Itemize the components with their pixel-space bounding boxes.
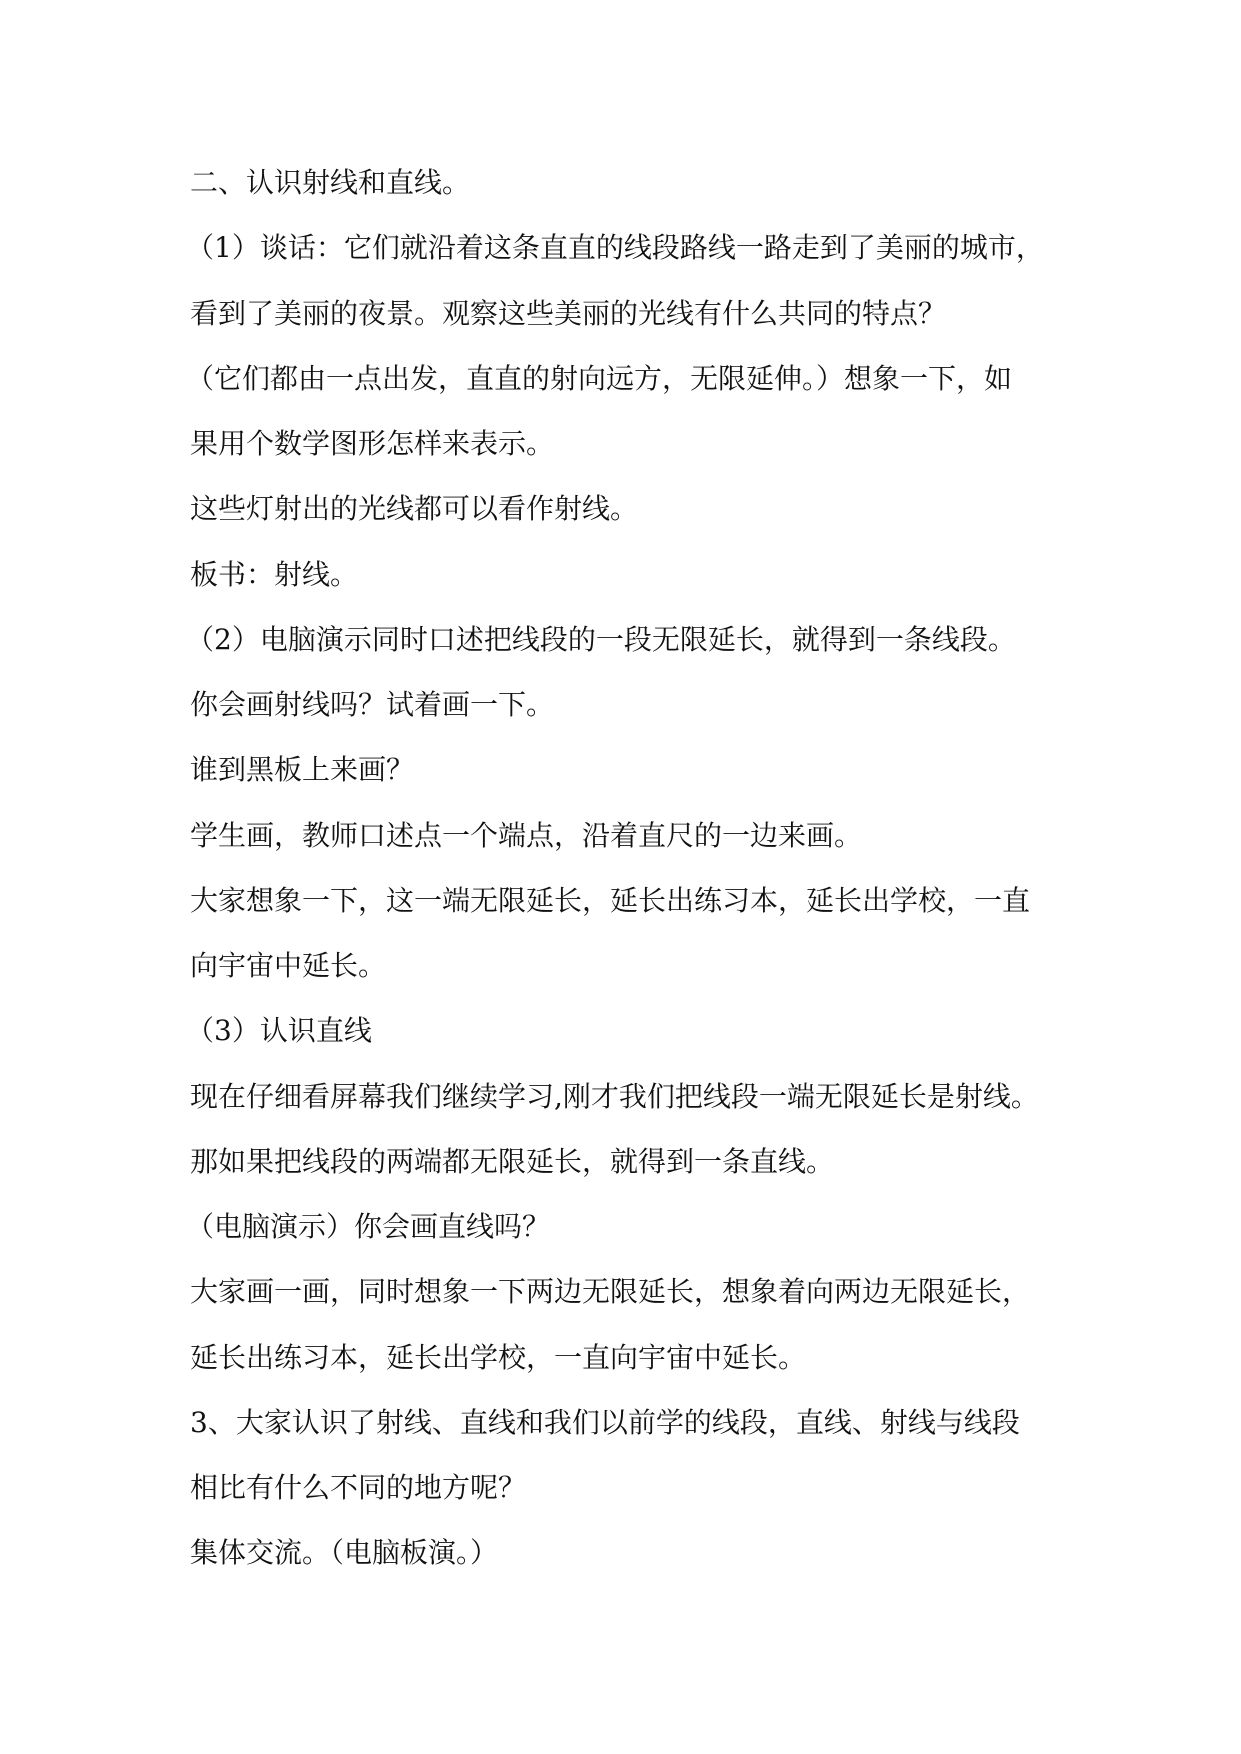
subsection-heading: （3）认识直线 xyxy=(186,1014,372,1047)
paragraph-line: （1）谈话：它们就沿着这条直直的线段路线一路走到了美丽的城市， xyxy=(186,231,1044,264)
paragraph-line: （2）电脑演示同时口述把线段的一段无限延长，就得到一条线段。 xyxy=(186,623,1016,656)
section-heading: 二、认识射线和直线。 xyxy=(190,166,471,199)
paragraph-line: 大家想象一下，这一端无限延长，延长出练习本，延长出学校，一直 xyxy=(190,884,1031,917)
paragraph-line: 相比有什么不同的地方呢？ xyxy=(190,1471,527,1504)
paragraph-line: （电脑演示）你会画直线吗？ xyxy=(186,1210,551,1243)
paragraph-line: 现在仔细看屏幕我们继续学习,刚才我们把线段一端无限延长是射线。 xyxy=(190,1080,1039,1113)
paragraph-line: 3、大家认识了射线、直线和我们以前学的线段，直线、射线与线段 xyxy=(190,1406,1020,1439)
paragraph-line: 谁到黑板上来画？ xyxy=(190,753,415,786)
paragraph-line: 看到了美丽的夜景。观察这些美丽的光线有什么共同的特点？ xyxy=(190,297,947,330)
paragraph-line: （它们都由一点出发，直直的射向远方，无限延伸。）想象一下，如 xyxy=(186,362,1013,395)
paragraph-line: 你会画射线吗？试着画一下。 xyxy=(190,688,555,721)
paragraph-line: 延长出练习本，延长出学校，一直向宇宙中延长。 xyxy=(190,1341,807,1374)
paragraph-line: 板书：射线。 xyxy=(190,558,359,591)
paragraph-line: 这些灯射出的光线都可以看作射线。 xyxy=(190,492,639,525)
paragraph-line: 大家画一画，同时想象一下两边无限延长，想象着向两边无限延长， xyxy=(190,1275,1031,1308)
paragraph-line: 向宇宙中延长。 xyxy=(190,949,387,982)
paragraph-line: 集体交流。（电脑板演。） xyxy=(190,1536,499,1569)
paragraph-line: 果用个数学图形怎样来表示。 xyxy=(190,427,555,460)
paragraph-line: 学生画，教师口述点一个端点，沿着直尺的一边来画。 xyxy=(190,819,863,852)
paragraph-line: 那如果把线段的两端都无限延长，就得到一条直线。 xyxy=(190,1145,835,1178)
